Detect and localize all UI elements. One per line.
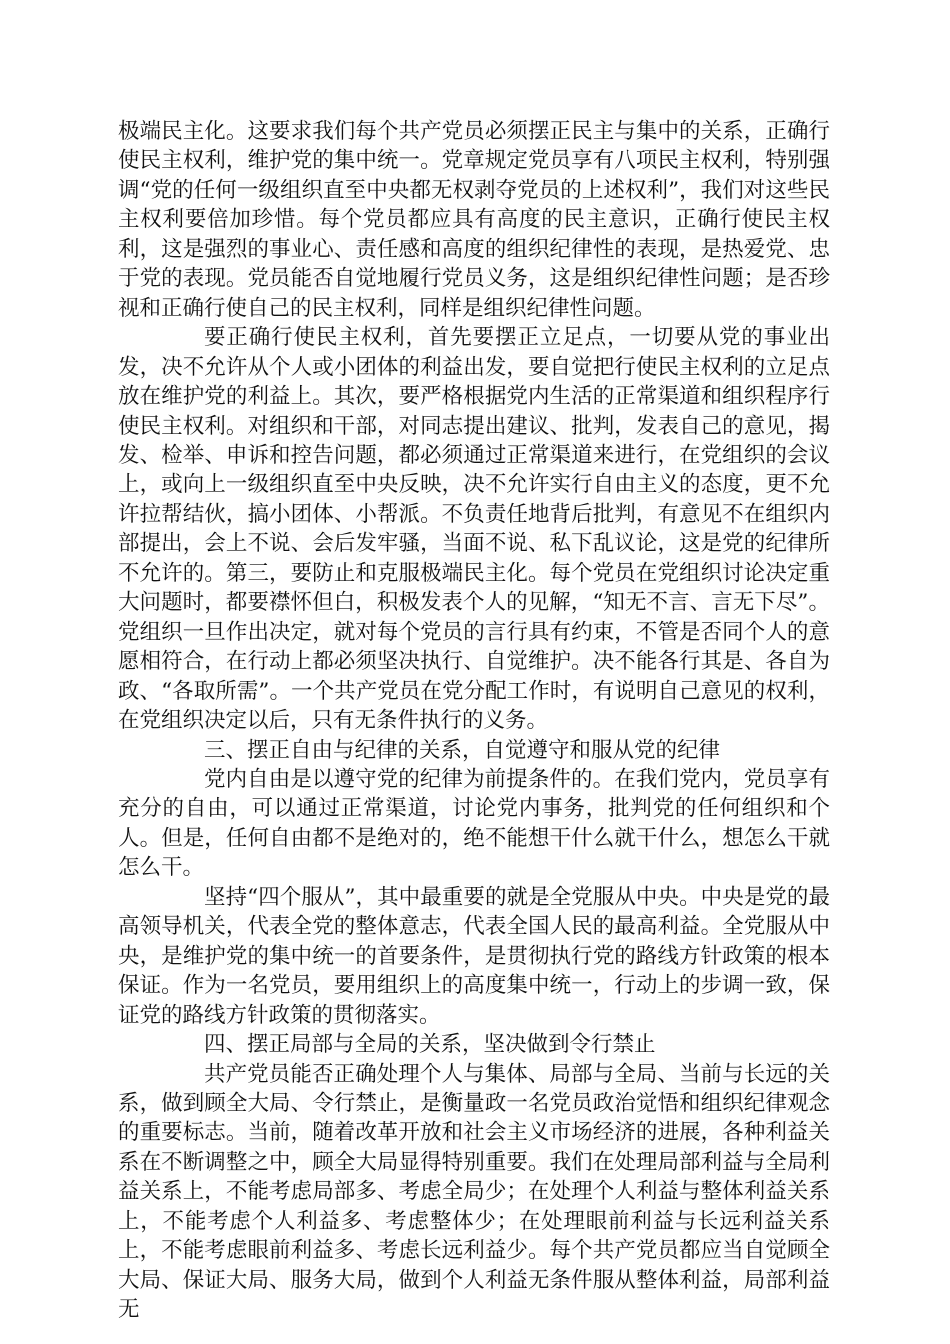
body-text xyxy=(118,117,830,1325)
paragraph-1: 极端民主化。这要求我们每个共产党员必须摆正民主与集中的关系，正确行使民主权利，维护党的集中统一。党章规定党员享有八项民主权利，特别强调“党的任何一级组织直至中央都无权剥夺党员的上述权利”，我们对这些民主权利要倍加珍惜。每个党员都应具有高度的民主意识，正确行使民主权利，这是强烈的事业心、责任感和高度的组织纪律性的表现，是热爱党、忠于党的表现。党员能否自觉地履行党员义务，这是组织纪律性问题；是否珍视和正确行使自己的民主权利，同样是组织纪律性问题。 xyxy=(118,119,830,321)
paragraph-3: 党内自由是以遵守党的纪律为前提条件的。在我们党内，党员享有充分的自由，可以通过正常渠道，讨论党内事务，批判党的任何组织和个人。但是，任何自由都不是绝对的，绝不能想干什么就干什么，想怎么干就怎么干。 xyxy=(118,766,830,881)
paragraph-2: 要正确行使民主权利，首先要摆正立足点，一切要从党的事业出发，决不允许从个人或小团体的利益出发，要自觉把行使民主权利的立足点放在维护党的利益上。其次，要严格根据党内生活的正常渠道和组织程序行使民主权利。对组织和干部，对同志提出建议、批判，发表自己的意见，揭发、检举、申诉和控告问题，都必须通过正常渠道来进行，在党组织的会议上，或向上一级组织直至中央反映，决不允许实行自由主义的态度，更不允许拉帮结伙，搞小团体、小帮派。不负责任地背后批判，有意见不在组织内部提出，会上不说、会后发牢骚，当面不说、私下乱议论，这是党的纪律所不允许的。第三，要防止和克服极端民主化。每个党员在党组织讨论决定重大问题时，都要襟怀但白，积极发表个人的见解，“知无不言、言无下尽”。党组织一旦作出决定，就对每个党员的言行具有约束，不管是否同个人的意愿相符合，在行动上都必须坚决执行、自觉维护。决不能各行其是、各自为政、“各取所需”。一个共产党员在党分配工作时，有说明自己意见的权利，在党组织决定以后，只有无条件执行的义务。 xyxy=(118,325,830,734)
paragraph-4: 坚持“四个服从”，其中最重要的就是全党服从中央。中央是党的最高领导机关，代表全党的整体意志，代表全国人民的最高利益。全党服从中央，是维护党的集中统一的首要条件，是贯彻执行党的路线方针政策的根本保证。作为一名党员，要用组织上的高度集中统一，行动上的步调一致，保证党的路线方针政策的贯彻落实。 xyxy=(118,884,830,1028)
section-heading-3: 三、摆正自由与纪律的关系，自觉遵守和服从党的纪律 xyxy=(204,737,721,763)
section-heading-4: 四、摆正局部与全局的关系，坚决做到令行禁止 xyxy=(204,1032,656,1058)
paragraph-5: 共产党员能否正确处理个人与集体、局部与全局、当前与长远的关系，做到顾全大局、令行禁止，是衡量政一名党员政治觉悟和组织纪律观念的重要标志。当前，随着改革开放和社会主义市场经济的进展，各种利益关系在不断调整之中，顾全大局显得特别重要。我们在处理局部利益与全局利益关系上，不能考虑局部多、考虑全局少；在处理个人利益与整体利益关系上，不能考虑个人利益多、考虑整体少；在处理眼前利益与长远利益关系上，不能考虑眼前利益多、考虑长远利益少。每个共产党员都应当自觉顾全大局、保证大局、服务大局，做到个人利益无条件服从整体利益，局部利益无 xyxy=(118,1061,830,1323)
